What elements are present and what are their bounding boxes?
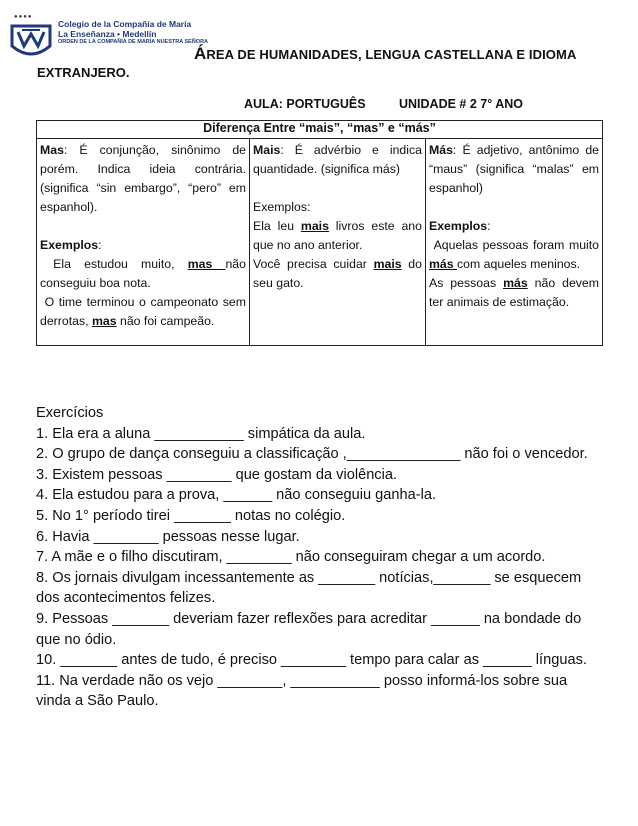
cell-mas: [37, 139, 250, 346]
exercises-section: [36, 403, 596, 712]
grammar-table: [36, 120, 603, 346]
mas-adj-ex1-pre: Aquelas pessoas foram muito: [433, 238, 600, 252]
unidade-label: UNIDADE # 2 7° ANO: [399, 97, 524, 111]
school-crest-icon: [8, 16, 54, 60]
area-title-rest: REA DE HUMANIDADES, LENGUA CASTELLANA E IDIOMA: [206, 47, 577, 62]
exercise-item: 2. O grupo de dança conseguiu a classificação ,______________ não foi o vencedor.: [36, 446, 588, 463]
exercise-item: 1. Ela era a aluna ___________ simpática da aula.: [36, 425, 366, 442]
exercise-item: 8. Os jornais divulgam incessantemente as _______ notícias,_______ se esquecem dos acontecimentos felizes.: [36, 569, 582, 607]
mais-ex1-word: mais: [300, 219, 329, 233]
mas-ex1-pre: Ela estudou muito,: [53, 257, 188, 271]
mas-adj-ex1-word: más: [429, 257, 458, 271]
mais-definition: [253, 141, 422, 179]
exercise-item: 4. Ela estudou para a prova, ______ não conseguiu ganha-la.: [36, 487, 437, 504]
mais-ex1-post: livros este ano que no ano anterior.: [253, 219, 422, 252]
mas-example-1: [40, 255, 246, 293]
exercise-item: 5. No 1° período tirei _______ notas no colégio.: [36, 507, 346, 524]
mais-examples-label-text: Exemplos: [253, 200, 307, 214]
mais-ex1-pre: Ela leu: [253, 219, 301, 233]
exercise-item: 3. Existem pessoas ________ que gostam da violência.: [36, 466, 398, 483]
table-heading: Diferença Entre “mais”, “mas” e “más”: [37, 121, 603, 139]
mais-term: Mais: [253, 143, 281, 157]
school-logo: [8, 14, 218, 60]
mas-ex2-pre: O time terminou o campeonato sem derrotas,: [40, 295, 246, 328]
mais-ex2-post: do seu gato.: [253, 257, 422, 290]
mas-adj-ex2-pre: As pessoas: [429, 276, 504, 290]
mas-adj-definition: [429, 141, 599, 198]
exercises-title: Exercícios: [36, 405, 104, 421]
mas-adj-example-1: [429, 236, 599, 274]
school-name-line1: Colegio de la Compañía de María: [58, 19, 192, 29]
mas-ex1-post: não conseguiu boa nota.: [40, 257, 246, 290]
area-title: [194, 44, 576, 64]
mais-example-2: [253, 255, 422, 293]
area-subtitle: EXTRANJERO.: [37, 65, 130, 80]
exercise-item: 7. A mãe e o filho discutiram, ________ não conseguiram chegar a um acordo.: [36, 549, 546, 566]
mas-term: Mas: [40, 143, 64, 157]
exercise-item: 11. Na verdade não os vejo ________, ___________ posso informá-los sobre sua vinda a São Paulo.: [36, 672, 568, 710]
mas-adj-examples-label-text: Exemplos: [429, 219, 488, 233]
mais-ex2-pre: Você precisa cuidar: [253, 257, 374, 271]
aula-label: AULA: PORTUGUÊS: [244, 97, 366, 111]
mas-adj-ex2-post: não devem ter animais de estimação.: [429, 276, 600, 309]
mais-example-1: [253, 217, 422, 255]
mas-adj-example-2: [429, 274, 599, 312]
mas-adj-examples-label: Exemplos:: [429, 219, 491, 233]
school-name-line3: ORDEN DE LA COMPAÑÍA DE MARÍA NUESTRA SEÑORA: [58, 39, 209, 45]
cell-mais: [250, 139, 426, 346]
school-name-line2: La Enseñanza • Medellín: [58, 28, 157, 39]
exercise-item: 6. Havia ________ pessoas nesse lugar.: [36, 528, 300, 545]
cell-mas-adjective: [426, 139, 603, 346]
mas-examples-label: Exemplos:: [40, 238, 102, 252]
area-title-initial: Á: [194, 44, 207, 63]
mas-example-2: [40, 293, 246, 331]
mas-examples-label-text: Exemplos: [40, 238, 99, 252]
mas-ex2-word: mas: [91, 314, 117, 328]
mas-adj-ex1-post: com aqueles meninos.: [457, 257, 581, 271]
mas-def-text: : É conjunção, sinônimo de porém. Indica ideia contrária. (significa “sin embargo”, “pero” em espanhol).: [40, 143, 246, 214]
school-name: [58, 20, 208, 46]
mais-def-text: : É advérbio e indica quantidade. (significa más): [253, 143, 422, 176]
mas-ex1-word: mas: [187, 257, 226, 271]
mas-adj-ex2-word: más: [503, 276, 528, 290]
mas-adj-term: Más: [429, 143, 453, 157]
exercise-item: 10. _______ antes de tudo, é preciso ________ tempo para calar as ______ línguas.: [36, 652, 587, 669]
mas-definition: [40, 141, 246, 217]
mais-ex2-word: mais: [373, 257, 402, 271]
exercise-item: 9. Pessoas _______ deveriam fazer reflexões para acreditar ______ na bondade do que no ódio.: [36, 610, 582, 648]
table-row: [37, 139, 603, 346]
table-header-row: [37, 121, 603, 139]
mais-examples-label: Exemplos:: [253, 200, 311, 214]
mas-adj-def-text: : É adjetivo, antônimo de “maus” (significa “malas” em espanhol): [429, 143, 600, 195]
mas-ex2-post: não foi campeão.: [116, 314, 215, 328]
logo-dots-decoration: ●●●●: [14, 14, 33, 20]
